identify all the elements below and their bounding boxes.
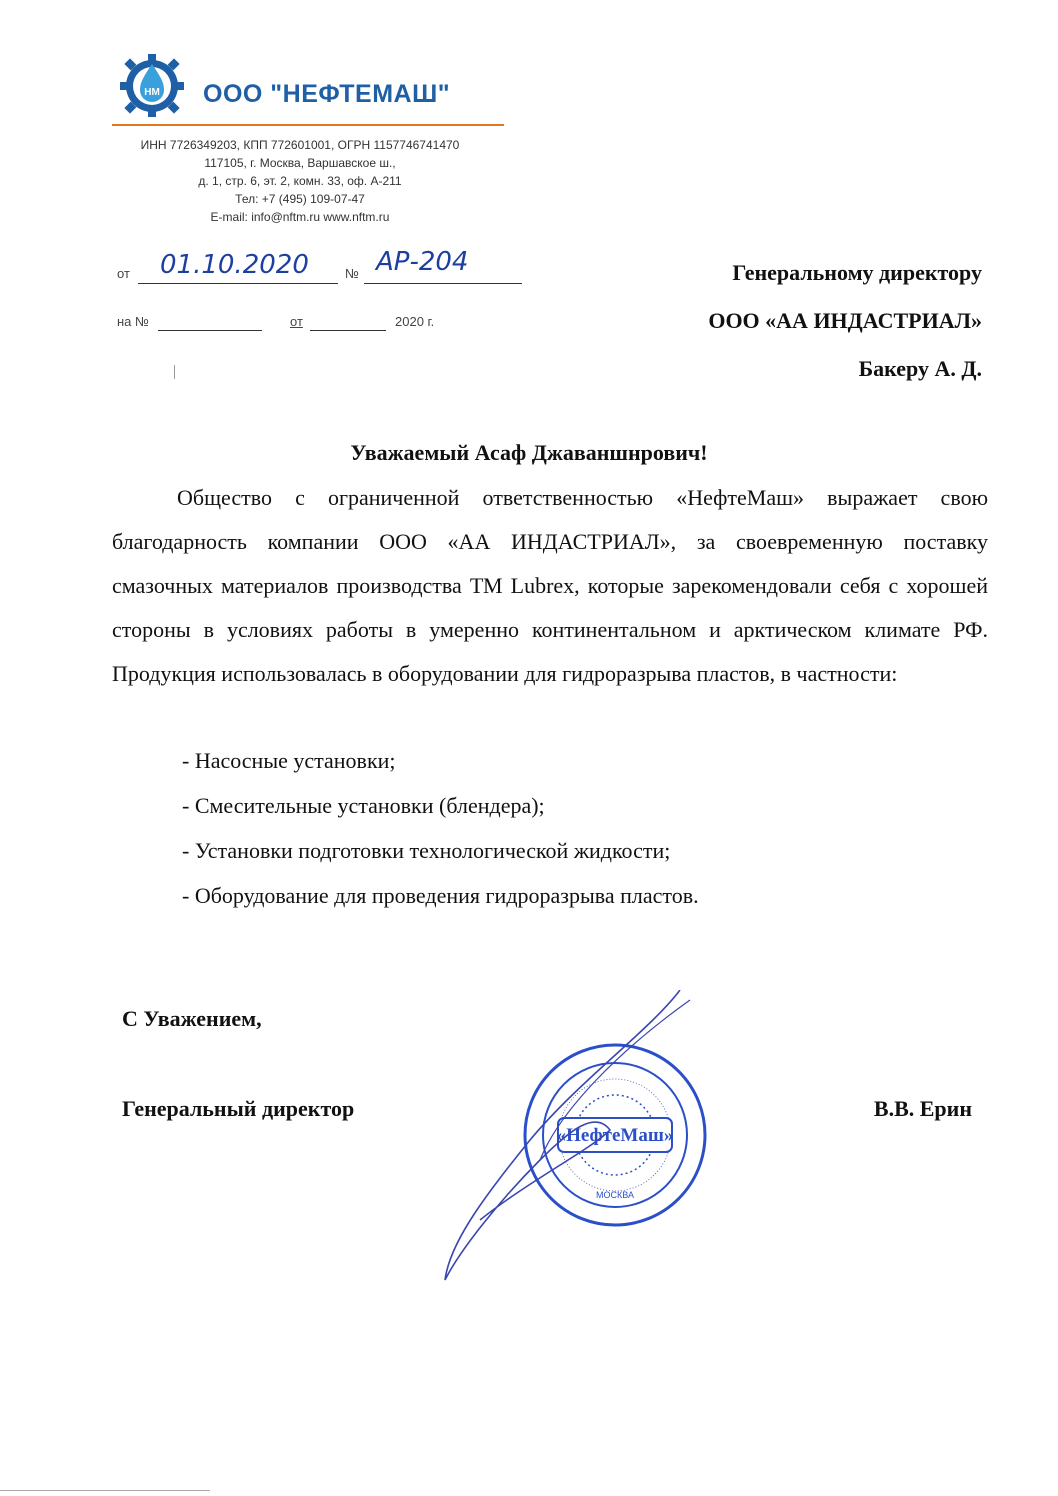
list-item: - Насосные установки; bbox=[182, 748, 396, 773]
ref-date-underline bbox=[138, 283, 338, 284]
addressee-name: Бакеру А. Д. bbox=[858, 356, 982, 381]
closing: С Уважением, bbox=[122, 1006, 262, 1031]
list-item: - Смесительные установки (блендера); bbox=[182, 793, 545, 818]
salutation: Уважаемый Асаф Джаваншнрович! bbox=[350, 440, 708, 465]
letter-body: Общество с ограниченной ответственностью «НефтеМаш» выражает свою благодарность компании ООО «АА ИНДАСТРИАЛ», за своевременную поставку смазочных материалов производства ТМ Lubrex, которые зарекомендовали себя с хорошей стороны в условиях работы в умеренно континентальном и арктическом климате РФ. Продукция использовалась в оборудовании для гидроразрыва пластов, в частности: bbox=[112, 485, 988, 686]
footer-rule bbox=[0, 1490, 210, 1491]
logo-letters: НМ bbox=[144, 87, 160, 98]
ref-date-handwritten: 01.10.2020 bbox=[160, 250, 309, 280]
company-logo-icon bbox=[118, 50, 186, 118]
addressee-company: ООО «АА ИНДАСТРИАЛ» bbox=[708, 308, 982, 333]
requisites-line: 117105, г. Москва, Варшавское ш., bbox=[204, 156, 396, 170]
signatory-position: Генеральный директор bbox=[122, 1096, 355, 1121]
company-name: ООО "НЕФТЕМАШ" bbox=[203, 80, 451, 108]
letterhead-divider bbox=[112, 124, 504, 126]
reply-number-label: на № bbox=[117, 314, 149, 329]
ref-number-underline bbox=[364, 283, 522, 284]
list-item: - Установки подготовки технологической жидкости; bbox=[182, 838, 671, 863]
requisites-line: ИНН 7726349203, КПП 772601001, ОГРН 1157746741470 bbox=[140, 138, 460, 152]
ref-from-label: от bbox=[117, 266, 130, 281]
company-requisites bbox=[100, 136, 500, 226]
requisites-line: д. 1, стр. 6, эт. 2, комн. 33, оф. А-211 bbox=[198, 174, 402, 188]
addressee-position: Генеральному директору bbox=[732, 260, 982, 285]
signatory-name: В.В. Ерин bbox=[873, 1096, 972, 1121]
ref-number-label: № bbox=[345, 266, 359, 281]
equipment-list bbox=[182, 738, 699, 918]
reply-from-label: от bbox=[290, 314, 303, 329]
reply-year: 2020 г. bbox=[395, 314, 435, 329]
reply-date-underline bbox=[310, 330, 386, 331]
reply-number-underline bbox=[158, 330, 262, 331]
stamp-center-text: «НефтеМаш» bbox=[556, 1125, 674, 1146]
requisites-line: Тел: +7 (495) 109-07-47 bbox=[235, 192, 365, 206]
requisites-line: E-mail: info@nftm.ru www.nftm.ru bbox=[210, 210, 390, 224]
stamp-city: МОСКВА bbox=[596, 1190, 634, 1200]
margin-mark bbox=[174, 365, 175, 379]
ref-number-handwritten: АР-204 bbox=[376, 247, 469, 277]
list-item: - Оборудование для проведения гидроразрыва пластов. bbox=[182, 883, 699, 908]
handwritten-signature-icon bbox=[420, 990, 720, 1290]
